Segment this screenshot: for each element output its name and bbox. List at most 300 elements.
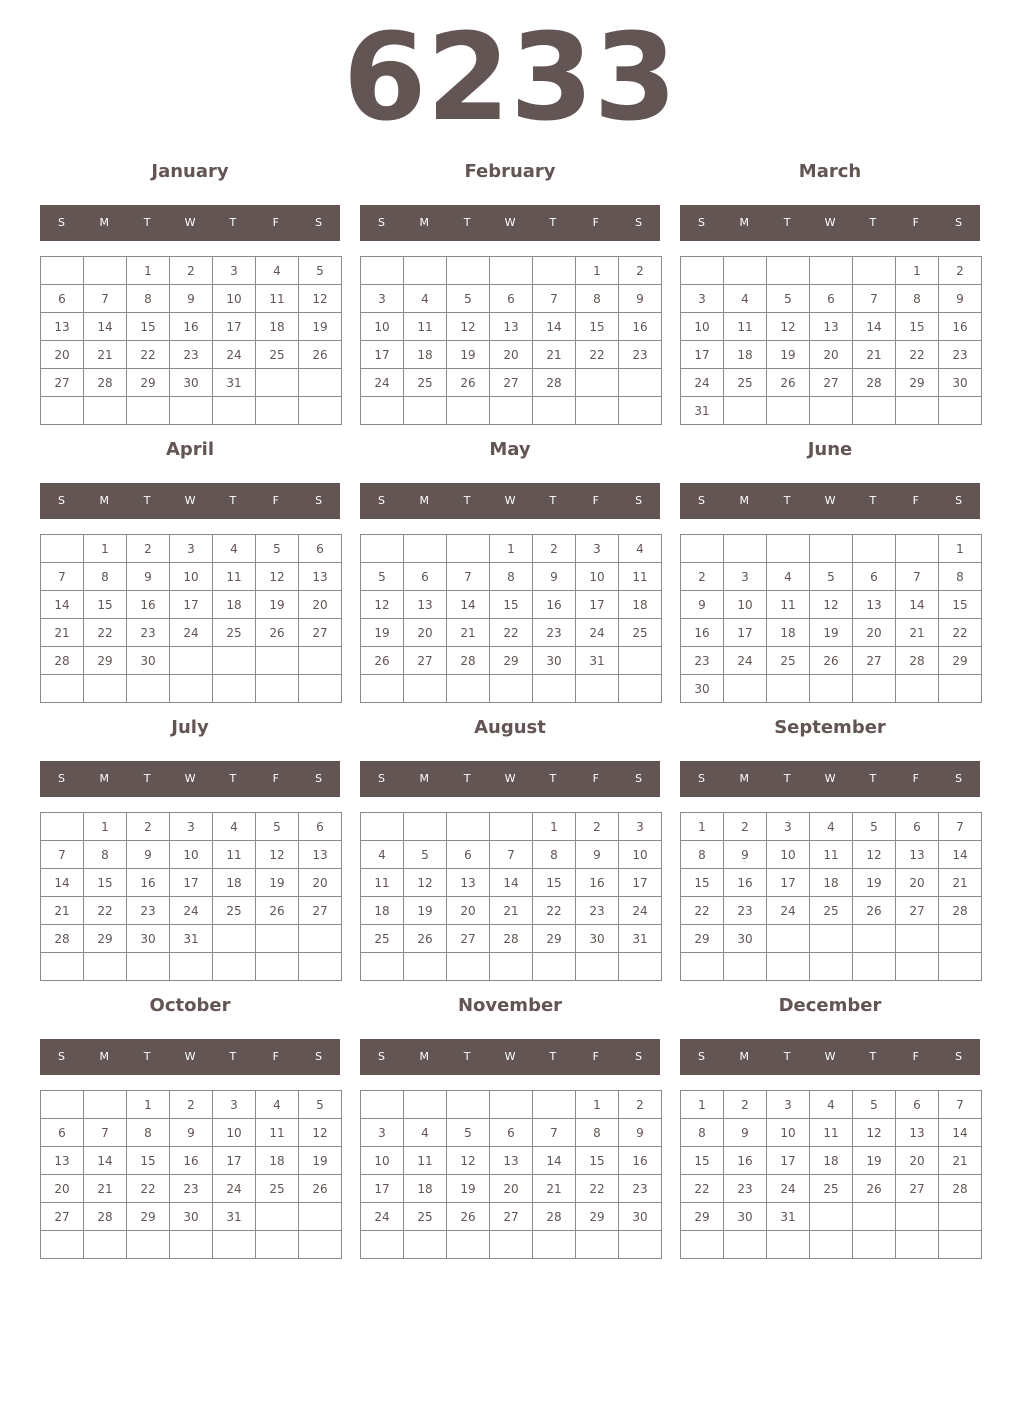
day-cell: 31 — [576, 647, 619, 675]
weekday-label: T — [783, 1050, 791, 1063]
week-row — [681, 869, 982, 897]
empty-day-cell — [724, 1231, 767, 1259]
day-cell: 31 — [619, 925, 662, 953]
day-cell: 11 — [361, 869, 404, 897]
week-row — [681, 285, 982, 313]
day-cell: 5 — [853, 1091, 896, 1119]
day-cell: 12 — [447, 1147, 490, 1175]
day-cell: 6 — [896, 813, 939, 841]
day-cell: 2 — [170, 257, 213, 285]
day-cell: 7 — [41, 841, 84, 869]
weekday-header — [680, 205, 980, 241]
day-cell: 9 — [724, 1119, 767, 1147]
day-cell: 1 — [681, 1091, 724, 1119]
day-cell: 2 — [939, 257, 982, 285]
day-cell: 16 — [533, 591, 576, 619]
empty-day-cell — [810, 257, 853, 285]
day-cell: 23 — [576, 897, 619, 925]
day-cell: 14 — [896, 591, 939, 619]
weekday-label: F — [912, 772, 919, 785]
day-cell: 30 — [170, 369, 213, 397]
weekday-header — [360, 1039, 660, 1075]
week-row — [361, 647, 662, 675]
day-cell: 12 — [853, 841, 896, 869]
weekday-label: F — [272, 216, 279, 229]
day-cell: 4 — [256, 1091, 299, 1119]
day-cell: 28 — [939, 1175, 982, 1203]
weekday-label: M — [419, 494, 430, 507]
day-cell: 28 — [41, 925, 84, 953]
day-cell: 22 — [127, 1175, 170, 1203]
empty-day-cell — [447, 257, 490, 285]
weekday-label: T — [143, 216, 151, 229]
day-cell: 23 — [681, 647, 724, 675]
empty-day-cell — [619, 675, 662, 703]
empty-day-cell — [576, 397, 619, 425]
week-row — [681, 535, 982, 563]
day-cell: 22 — [681, 897, 724, 925]
weekday-label: W — [504, 216, 516, 229]
empty-day-cell — [256, 369, 299, 397]
empty-day-cell — [170, 675, 213, 703]
day-grid — [40, 1090, 342, 1259]
day-cell: 22 — [84, 897, 127, 925]
week-row — [681, 619, 982, 647]
day-cell: 17 — [361, 1175, 404, 1203]
empty-day-cell — [896, 397, 939, 425]
week-row — [361, 897, 662, 925]
empty-day-cell — [213, 1231, 256, 1259]
day-cell: 4 — [404, 1119, 447, 1147]
empty-day-cell — [576, 953, 619, 981]
day-grid — [360, 812, 662, 981]
day-cell: 11 — [810, 841, 853, 869]
day-cell: 30 — [619, 1203, 662, 1231]
day-cell: 15 — [84, 591, 127, 619]
empty-day-cell — [404, 257, 447, 285]
weekday-label: T — [463, 1050, 471, 1063]
day-cell: 11 — [767, 591, 810, 619]
weekday-header — [360, 483, 660, 519]
empty-day-cell — [619, 369, 662, 397]
day-cell: 6 — [490, 1119, 533, 1147]
day-cell: 13 — [299, 563, 342, 591]
day-cell: 31 — [213, 369, 256, 397]
day-cell: 13 — [853, 591, 896, 619]
empty-day-cell — [810, 1203, 853, 1231]
year-title: 6233 — [343, 9, 677, 148]
empty-day-cell — [41, 813, 84, 841]
empty-day-cell — [447, 397, 490, 425]
week-row — [681, 1091, 982, 1119]
day-cell: 2 — [533, 535, 576, 563]
day-cell: 7 — [939, 813, 982, 841]
day-cell: 8 — [576, 1119, 619, 1147]
empty-day-cell — [619, 397, 662, 425]
week-row — [41, 1231, 342, 1259]
day-cell: 26 — [361, 647, 404, 675]
day-cell: 7 — [84, 1119, 127, 1147]
week-row — [41, 313, 342, 341]
week-row — [361, 619, 662, 647]
weekday-label: S — [697, 494, 705, 507]
day-cell: 19 — [256, 591, 299, 619]
weekday-label: F — [272, 494, 279, 507]
day-cell: 24 — [619, 897, 662, 925]
day-cell: 25 — [724, 369, 767, 397]
empty-day-cell — [127, 397, 170, 425]
weekday-label: M — [739, 772, 750, 785]
day-cell: 3 — [213, 1091, 256, 1119]
empty-day-cell — [299, 397, 342, 425]
empty-day-cell — [767, 953, 810, 981]
empty-day-cell — [490, 813, 533, 841]
month-name: January — [151, 161, 229, 182]
day-cell: 18 — [810, 1147, 853, 1175]
month-name: November — [457, 995, 563, 1016]
weekday-label: T — [229, 494, 237, 507]
empty-day-cell — [576, 1231, 619, 1259]
weekday-label: M — [739, 494, 750, 507]
day-cell: 20 — [896, 869, 939, 897]
day-cell: 24 — [767, 897, 810, 925]
day-cell: 15 — [681, 1147, 724, 1175]
week-row — [681, 953, 982, 981]
week-row — [41, 1119, 342, 1147]
week-row — [681, 1147, 982, 1175]
day-cell: 25 — [213, 619, 256, 647]
day-cell: 2 — [724, 813, 767, 841]
day-cell: 3 — [213, 257, 256, 285]
day-cell: 13 — [299, 841, 342, 869]
day-cell: 25 — [810, 1175, 853, 1203]
day-cell: 7 — [533, 285, 576, 313]
month-name: March — [798, 161, 862, 182]
day-cell: 10 — [170, 563, 213, 591]
weekday-label: F — [272, 772, 279, 785]
empty-day-cell — [299, 369, 342, 397]
month-name: August — [474, 717, 546, 738]
day-cell: 12 — [299, 1119, 342, 1147]
day-cell: 21 — [853, 341, 896, 369]
week-row — [361, 925, 662, 953]
day-cell: 10 — [767, 1119, 810, 1147]
empty-day-cell — [853, 397, 896, 425]
day-cell: 14 — [939, 841, 982, 869]
empty-day-cell — [810, 535, 853, 563]
day-cell: 21 — [41, 619, 84, 647]
empty-day-cell — [939, 397, 982, 425]
day-cell: 6 — [490, 285, 533, 313]
empty-day-cell — [447, 535, 490, 563]
day-cell: 9 — [619, 285, 662, 313]
empty-day-cell — [853, 953, 896, 981]
week-row — [361, 1203, 662, 1231]
day-cell: 26 — [256, 897, 299, 925]
week-row — [361, 563, 662, 591]
day-cell: 22 — [896, 341, 939, 369]
day-cell: 25 — [404, 1203, 447, 1231]
day-cell: 26 — [767, 369, 810, 397]
day-cell: 19 — [299, 313, 342, 341]
empty-day-cell — [41, 953, 84, 981]
day-cell: 20 — [810, 341, 853, 369]
week-row — [681, 841, 982, 869]
day-cell: 26 — [853, 897, 896, 925]
week-row — [681, 1231, 982, 1259]
day-cell: 15 — [576, 313, 619, 341]
empty-day-cell — [170, 953, 213, 981]
day-cell: 29 — [533, 925, 576, 953]
day-cell: 24 — [724, 647, 767, 675]
day-cell: 25 — [361, 925, 404, 953]
empty-day-cell — [767, 925, 810, 953]
day-cell: 23 — [939, 341, 982, 369]
weekday-label: T — [229, 216, 237, 229]
day-cell: 8 — [84, 841, 127, 869]
week-row — [361, 313, 662, 341]
day-cell: 30 — [724, 925, 767, 953]
day-cell: 31 — [767, 1203, 810, 1231]
day-cell: 22 — [84, 619, 127, 647]
empty-day-cell — [939, 675, 982, 703]
weekday-label: F — [592, 494, 599, 507]
empty-day-cell — [404, 535, 447, 563]
weekday-header — [40, 761, 340, 797]
empty-day-cell — [41, 1091, 84, 1119]
week-row — [41, 1175, 342, 1203]
empty-day-cell — [810, 397, 853, 425]
day-cell: 12 — [256, 563, 299, 591]
empty-day-cell — [404, 813, 447, 841]
day-cell: 27 — [404, 647, 447, 675]
day-cell: 26 — [299, 1175, 342, 1203]
day-cell: 19 — [299, 1147, 342, 1175]
month-name: June — [807, 439, 853, 460]
day-cell: 21 — [533, 1175, 576, 1203]
day-cell: 25 — [256, 341, 299, 369]
day-cell: 27 — [41, 369, 84, 397]
day-cell: 24 — [361, 369, 404, 397]
empty-day-cell — [681, 953, 724, 981]
weekday-label: S — [635, 494, 643, 507]
day-cell: 13 — [447, 869, 490, 897]
day-cell: 16 — [939, 313, 982, 341]
day-cell: 19 — [404, 897, 447, 925]
empty-day-cell — [361, 535, 404, 563]
week-row — [361, 953, 662, 981]
day-cell: 23 — [170, 1175, 213, 1203]
day-cell: 25 — [404, 369, 447, 397]
day-cell: 4 — [213, 535, 256, 563]
day-cell: 21 — [533, 341, 576, 369]
month-name: September — [774, 717, 886, 738]
day-cell: 11 — [213, 563, 256, 591]
empty-day-cell — [256, 953, 299, 981]
day-cell: 18 — [256, 1147, 299, 1175]
day-cell: 11 — [404, 1147, 447, 1175]
day-cell: 15 — [127, 1147, 170, 1175]
day-cell: 15 — [681, 869, 724, 897]
day-cell: 16 — [576, 869, 619, 897]
empty-day-cell — [533, 257, 576, 285]
weekday-label: W — [504, 494, 516, 507]
day-grid — [680, 534, 982, 703]
empty-day-cell — [84, 1231, 127, 1259]
week-row — [361, 535, 662, 563]
day-cell: 29 — [939, 647, 982, 675]
weekday-label: S — [57, 494, 65, 507]
empty-day-cell — [447, 1231, 490, 1259]
day-cell: 16 — [681, 619, 724, 647]
day-cell: 25 — [619, 619, 662, 647]
week-row — [361, 869, 662, 897]
weekday-label: F — [912, 1050, 919, 1063]
day-cell: 24 — [681, 369, 724, 397]
day-cell: 23 — [170, 341, 213, 369]
day-cell: 26 — [256, 619, 299, 647]
week-row — [361, 1091, 662, 1119]
week-row — [681, 1203, 982, 1231]
day-cell: 28 — [84, 369, 127, 397]
empty-day-cell — [533, 397, 576, 425]
day-cell: 16 — [127, 591, 170, 619]
week-row — [361, 397, 662, 425]
week-row — [41, 925, 342, 953]
day-cell: 30 — [576, 925, 619, 953]
day-cell: 20 — [41, 1175, 84, 1203]
day-cell: 5 — [447, 1119, 490, 1147]
day-cell: 28 — [533, 369, 576, 397]
day-cell: 18 — [404, 341, 447, 369]
month-name: December — [778, 995, 882, 1016]
day-cell: 17 — [576, 591, 619, 619]
empty-day-cell — [299, 953, 342, 981]
weekday-label: T — [143, 494, 151, 507]
day-cell: 3 — [724, 563, 767, 591]
empty-day-cell — [490, 397, 533, 425]
day-cell: 14 — [84, 313, 127, 341]
empty-day-cell — [404, 397, 447, 425]
day-cell: 3 — [170, 813, 213, 841]
empty-day-cell — [767, 397, 810, 425]
day-grid — [40, 256, 342, 425]
day-cell: 19 — [810, 619, 853, 647]
day-cell: 4 — [724, 285, 767, 313]
empty-day-cell — [896, 953, 939, 981]
empty-day-cell — [213, 925, 256, 953]
empty-day-cell — [41, 1231, 84, 1259]
day-cell: 30 — [127, 647, 170, 675]
week-row — [41, 535, 342, 563]
day-cell: 26 — [404, 925, 447, 953]
day-cell: 9 — [533, 563, 576, 591]
weekday-label: F — [912, 494, 919, 507]
day-cell: 6 — [299, 535, 342, 563]
day-cell: 20 — [299, 591, 342, 619]
day-cell: 2 — [127, 535, 170, 563]
day-cell: 19 — [447, 341, 490, 369]
day-cell: 25 — [810, 897, 853, 925]
day-cell: 17 — [213, 313, 256, 341]
day-cell: 21 — [84, 341, 127, 369]
week-row — [361, 841, 662, 869]
weekday-label: T — [549, 216, 557, 229]
week-row — [41, 675, 342, 703]
day-cell: 28 — [490, 925, 533, 953]
day-cell: 7 — [939, 1091, 982, 1119]
day-cell: 17 — [767, 1147, 810, 1175]
day-cell: 15 — [533, 869, 576, 897]
weekday-label: T — [869, 1050, 877, 1063]
weekday-label: S — [57, 1050, 65, 1063]
day-cell: 23 — [724, 1175, 767, 1203]
month-name: October — [149, 995, 231, 1016]
day-cell: 17 — [213, 1147, 256, 1175]
day-cell: 3 — [681, 285, 724, 313]
day-cell: 9 — [170, 285, 213, 313]
weekday-label: W — [184, 216, 196, 229]
day-cell: 26 — [299, 341, 342, 369]
weekday-label: T — [783, 216, 791, 229]
weekday-label: F — [272, 1050, 279, 1063]
day-cell: 24 — [361, 1203, 404, 1231]
weekday-label: S — [955, 216, 963, 229]
day-cell: 1 — [127, 257, 170, 285]
weekday-label: M — [739, 216, 750, 229]
empty-day-cell — [213, 647, 256, 675]
weekday-label: S — [315, 494, 323, 507]
empty-day-cell — [810, 925, 853, 953]
day-cell: 6 — [447, 841, 490, 869]
empty-day-cell — [853, 1231, 896, 1259]
day-cell: 26 — [810, 647, 853, 675]
day-cell: 13 — [490, 313, 533, 341]
day-cell: 20 — [853, 619, 896, 647]
day-cell: 22 — [490, 619, 533, 647]
day-cell: 3 — [576, 535, 619, 563]
day-cell: 19 — [853, 1147, 896, 1175]
weekday-label: S — [57, 772, 65, 785]
day-cell: 17 — [681, 341, 724, 369]
weekday-header — [40, 483, 340, 519]
day-cell: 8 — [127, 285, 170, 313]
empty-day-cell — [127, 953, 170, 981]
weekday-label: T — [783, 772, 791, 785]
empty-day-cell — [853, 535, 896, 563]
weekday-header — [360, 761, 660, 797]
day-cell: 20 — [41, 341, 84, 369]
day-cell: 27 — [490, 1203, 533, 1231]
weekday-label: T — [463, 216, 471, 229]
weekday-label: M — [419, 1050, 430, 1063]
day-cell: 16 — [170, 313, 213, 341]
week-row — [41, 285, 342, 313]
week-row — [41, 869, 342, 897]
week-row — [361, 1147, 662, 1175]
empty-day-cell — [896, 1231, 939, 1259]
weekday-label: S — [955, 1050, 963, 1063]
empty-day-cell — [361, 675, 404, 703]
day-cell: 6 — [41, 1119, 84, 1147]
day-cell: 24 — [170, 897, 213, 925]
day-cell: 3 — [619, 813, 662, 841]
day-cell: 1 — [490, 535, 533, 563]
weekday-label: S — [635, 772, 643, 785]
day-grid — [40, 534, 342, 703]
day-cell: 30 — [724, 1203, 767, 1231]
weekday-label: W — [824, 216, 836, 229]
